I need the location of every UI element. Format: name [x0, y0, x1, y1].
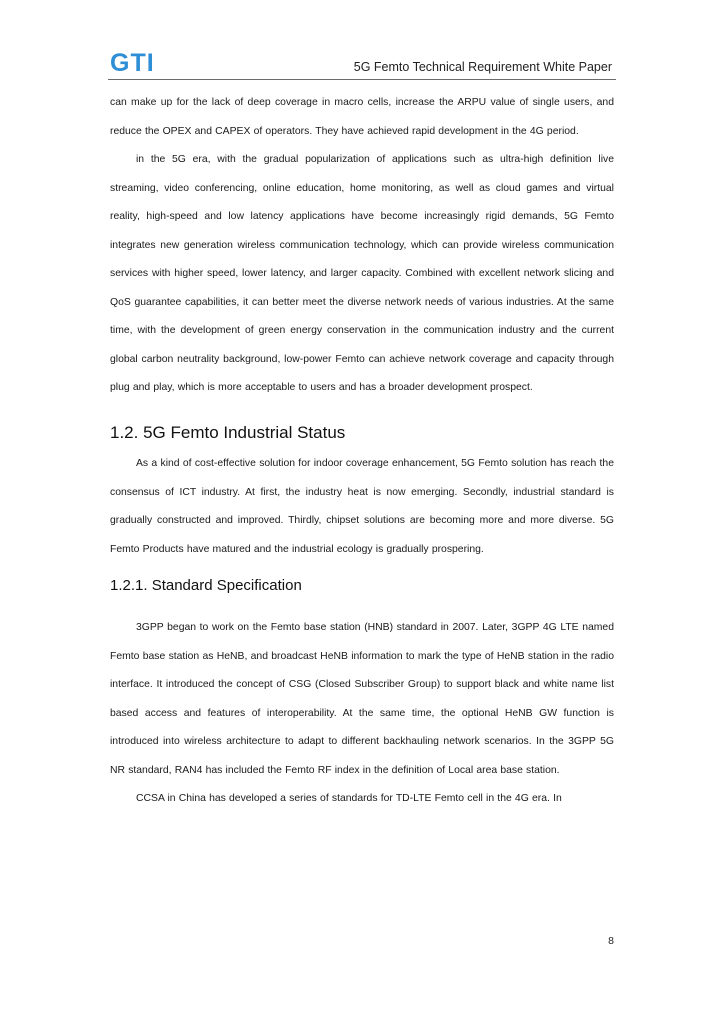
paragraph-3gpp: 3GPP began to work on the Femto base station (HNB) standard in 2007. Later, 3GPP 4G LTE named Femto base station as HeNB, and broadcast HeNB information to mark the type of HeNB station in the radio interface. It introduced the concept of CSG (Closed Subscriber Group) to support black and white name list based access and features of interoperability. At the same time, the optional HeNB GW function is introduced into wireless architecture to adapt to different backhauling network scenarios. In the 3GPP 5G NR standard, RAN4 has included the Femto RF index in the definition of Local area base station.: [110, 622, 614, 776]
gti-logo: GTI: [110, 49, 155, 77]
page-number: 8: [608, 935, 614, 947]
subsection-heading: 1.2.1. Standard Specification: [110, 577, 302, 595]
paragraph-5g-era: in the 5G era, with the gradual popularization of applications such as ultra-high definition live streaming, video conferencing, online education, home monitoring, as well as cloud games and virtual reality, high-speed and low latency applications have become increasingly rigid demands, 5G Femto integrates new generation wireless communication technology, which can provide wireless communication services with higher speed, lower latency, and larger capacity. Combined with excellent network slicing and QoS guarantee capabilities, it can better meet the diverse network needs of various industries. At the same time, with the development of green energy conservation in the communication industry and the current global carbon neutrality background, low-power Femto can achieve network coverage and capacity through plug and play, which is more acceptable to users and has a broader development prospect.: [110, 154, 614, 394]
document-title: 5G Femto Technical Requirement White Paper: [353, 60, 612, 74]
page-content: [110, 89, 614, 814]
paragraph-industrial-status: As a kind of cost-effective solution for indoor coverage enhancement, 5G Femto solution has reach the consensus of ICT industry. At first, the industry heat is now emerging. Secondly, industrial standard is gradually constructed and improved. Thirdly, chipset solutions are becoming more and more diverse. 5G Femto Products have matured and the industrial ecology is gradually prospering.: [110, 458, 614, 555]
paragraph-continuation: can make up for the lack of deep coverage in macro cells, increase the ARPU value of single users, and reduce the OPEX and CAPEX of operators. They have achieved rapid development in the 4G period.: [110, 97, 614, 137]
header-divider: [108, 79, 616, 80]
paragraph-ccsa: CCSA in China has developed a series of standards for TD-LTE Femto cell in the 4G era. In: [136, 793, 562, 805]
section-heading: 1.2. 5G Femto Industrial Status: [110, 423, 346, 443]
